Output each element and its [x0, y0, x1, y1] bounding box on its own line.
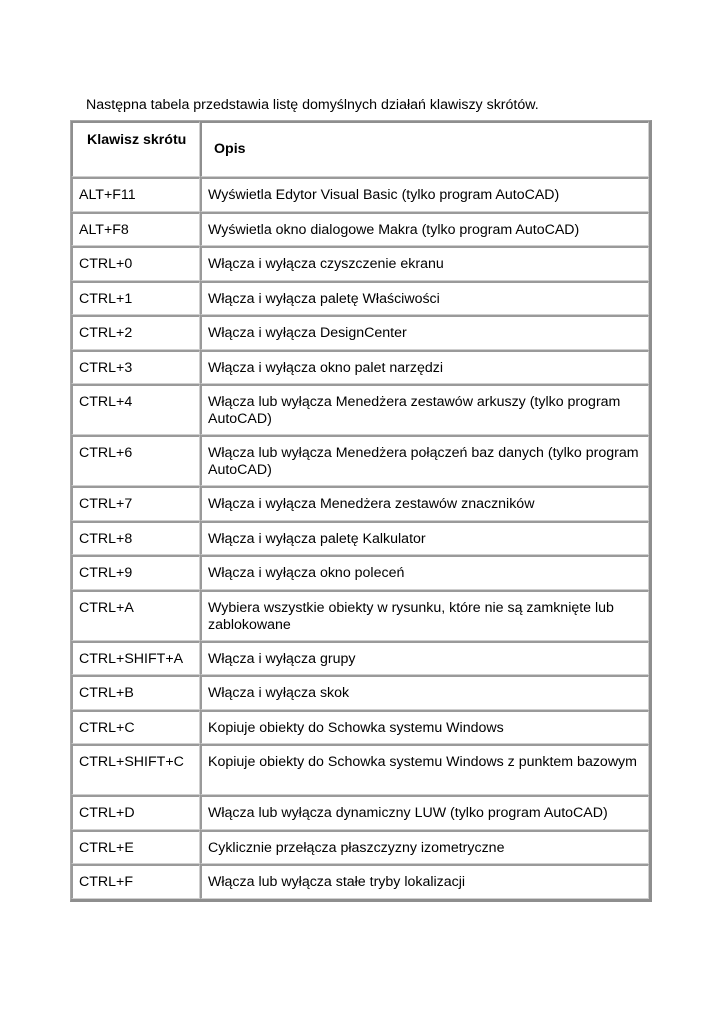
table-row — [71, 590, 649, 641]
shortcut-description: Cyklicznie przełącza płaszczyzny izometryczne — [200, 830, 649, 865]
shortcut-description: Włącza i wyłącza paletę Właściwości — [200, 281, 649, 316]
shortcut-description: Kopiuje obiekty do Schowka systemu Windows z punktem bazowym — [200, 744, 649, 795]
shortcut-key: CTRL+8 — [71, 521, 200, 556]
shortcut-description: Włącza i wyłącza okno poleceń — [200, 555, 649, 590]
shortcut-key: CTRL+9 — [71, 555, 200, 590]
table-row — [71, 435, 649, 486]
table-row — [71, 641, 649, 676]
shortcut-key: CTRL+E — [71, 830, 200, 865]
table-row — [71, 744, 649, 795]
shortcut-description: Wyświetla Edytor Visual Basic (tylko program AutoCAD) — [200, 177, 649, 212]
shortcut-key: CTRL+F — [71, 864, 200, 899]
table-row — [71, 212, 649, 247]
shortcut-description: Włącza i wyłącza paletę Kalkulator — [200, 521, 649, 556]
table-row — [71, 281, 649, 316]
shortcut-key: CTRL+4 — [71, 384, 200, 435]
table-row — [71, 246, 649, 281]
header-key: Klawisz skrótu — [71, 121, 200, 177]
table-row — [71, 384, 649, 435]
shortcut-description: Włącza lub wyłącza Menedżera połączeń baz danych (tylko program AutoCAD) — [200, 435, 649, 486]
table-header-row — [71, 121, 649, 177]
shortcut-key: CTRL+C — [71, 710, 200, 745]
shortcut-description: Wyświetla okno dialogowe Makra (tylko program AutoCAD) — [200, 212, 649, 247]
shortcut-key: CTRL+1 — [71, 281, 200, 316]
shortcut-key: ALT+F8 — [71, 212, 200, 247]
shortcut-key: CTRL+A — [71, 590, 200, 641]
table-row — [71, 486, 649, 521]
table-row — [71, 177, 649, 212]
shortcut-key: CTRL+0 — [71, 246, 200, 281]
header-description: Opis — [200, 121, 649, 177]
shortcut-description: Włącza lub wyłącza stałe tryby lokalizacji — [200, 864, 649, 899]
table-row — [71, 675, 649, 710]
table-row — [71, 555, 649, 590]
shortcut-description: Włącza i wyłącza czyszczenie ekranu — [200, 246, 649, 281]
table-row — [71, 830, 649, 865]
shortcut-description: Włącza i wyłącza skok — [200, 675, 649, 710]
shortcut-key: CTRL+SHIFT+C — [71, 744, 200, 795]
shortcut-description: Włącza i wyłącza DesignCenter — [200, 315, 649, 350]
table-row — [71, 795, 649, 830]
table-row — [71, 350, 649, 385]
table-row — [71, 864, 649, 899]
shortcut-description: Włącza i wyłącza okno palet narzędzi — [200, 350, 649, 385]
shortcut-key: CTRL+6 — [71, 435, 200, 486]
shortcut-description: Włącza lub wyłącza dynamiczny LUW (tylko program AutoCAD) — [200, 795, 649, 830]
shortcut-key: CTRL+3 — [71, 350, 200, 385]
table-row — [71, 710, 649, 745]
shortcut-description: Wybiera wszystkie obiekty w rysunku, które nie są zamknięte lub zablokowane — [200, 590, 649, 641]
intro-paragraph: Następna tabela przedstawia listę domyślnych działań klawiszy skrótów. — [86, 97, 539, 113]
shortcut-key: CTRL+SHIFT+A — [71, 641, 200, 676]
shortcut-description: Włącza i wyłącza grupy — [200, 641, 649, 676]
shortcut-key: CTRL+B — [71, 675, 200, 710]
shortcut-key: CTRL+2 — [71, 315, 200, 350]
shortcut-key: CTRL+D — [71, 795, 200, 830]
shortcut-description: Kopiuje obiekty do Schowka systemu Windows — [200, 710, 649, 745]
shortcut-key: CTRL+7 — [71, 486, 200, 521]
shortcut-description: Włącza i wyłącza Menedżera zestawów znaczników — [200, 486, 649, 521]
shortcut-table — [71, 121, 649, 899]
shortcut-key: ALT+F11 — [71, 177, 200, 212]
table-row — [71, 315, 649, 350]
table-row — [71, 521, 649, 556]
shortcut-table-frame — [70, 120, 652, 902]
shortcut-description: Włącza lub wyłącza Menedżera zestawów arkuszy (tylko program AutoCAD) — [200, 384, 649, 435]
